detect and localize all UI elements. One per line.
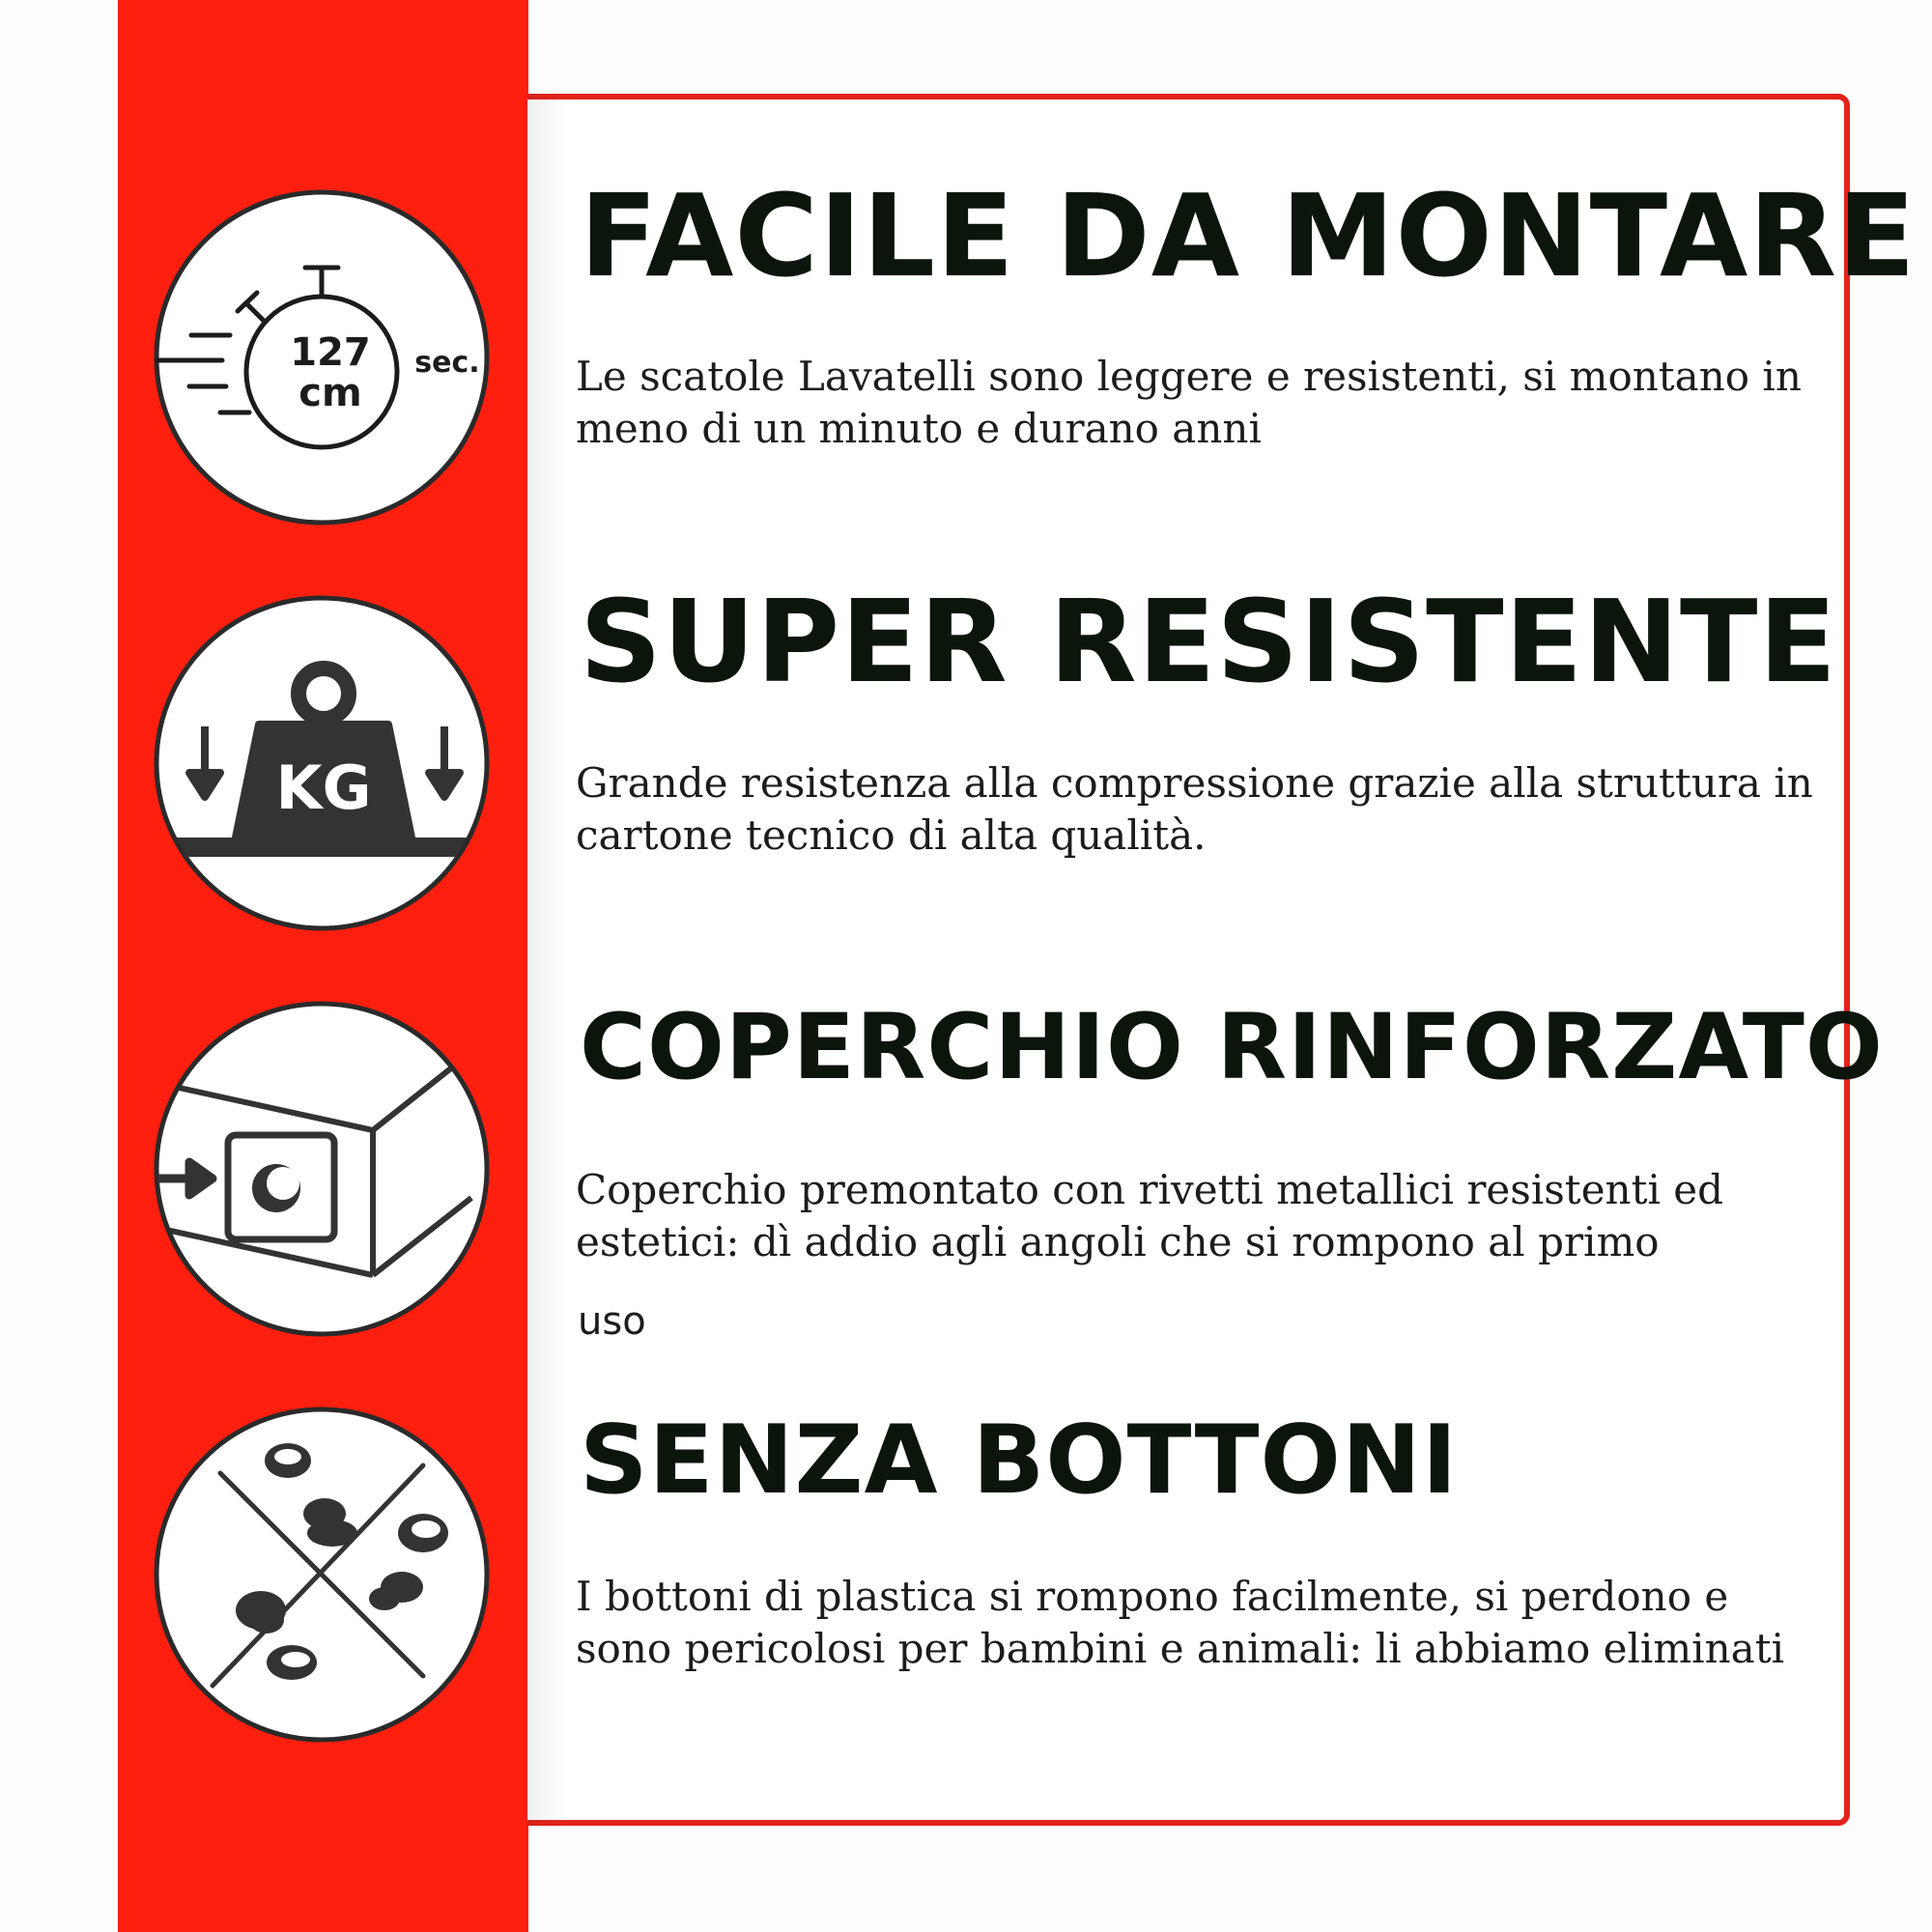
panel-shadow (527, 94, 566, 1826)
feature-description: Le scatole Lavatelli sono leggere e resistenti, si montano in meno di un minuto e durano anni (576, 353, 1802, 452)
feature-description-continuation: uso (578, 1299, 646, 1344)
weight-label: KG (275, 753, 372, 823)
stopwatch-bottom-text: cm (298, 371, 362, 415)
feature-title-senza-bottoni: SENZA BOTTONI (580, 1406, 1459, 1516)
feature-description: Grande resistenza alla compressione grazie alla struttura in cartone tecnico di alta qualità. (576, 759, 1813, 859)
stopwatch-side-text: sec. (414, 346, 480, 380)
feature-description: I bottoni di plastica si rompono facilmente, si perdono e sono pericolosi per bambini e animali: li abbiamo eliminati (576, 1573, 1785, 1672)
no-buttons-icon (153, 1406, 491, 1744)
weight-icon (153, 594, 491, 932)
stopwatch-icon (153, 188, 491, 526)
feature-description: Coperchio premontato con rivetti metallici resistenti ed estetici: dì addio agli angoli che si rompono al primo (576, 1166, 1723, 1265)
feature-title-coperchio-rinforzato: COPERCHIO RINFORZATO (580, 995, 1884, 1100)
reinforced-lid-icon (153, 1000, 491, 1338)
feature-title-facile-da-montare: FACILE DA MONTARE (580, 169, 1917, 302)
stopwatch-top-text: 127 (290, 330, 371, 375)
feature-title-super-resistente: SUPER RESISTENTE (580, 575, 1838, 708)
